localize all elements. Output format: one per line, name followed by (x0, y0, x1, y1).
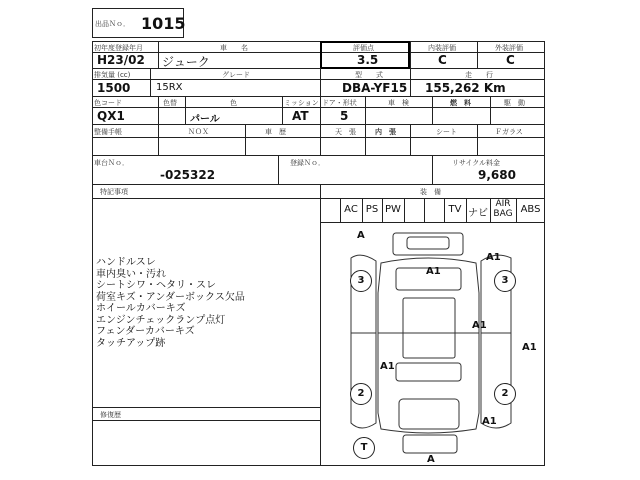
tire-rear-left: 2 (350, 383, 372, 405)
note-line: タッチアップ跡 (96, 337, 166, 349)
damage-mark-front: A (357, 230, 365, 241)
seat-label: シート (436, 128, 457, 136)
model-code: DBA-YF15 (342, 81, 408, 95)
color-code: QX1 (97, 109, 125, 123)
chassis-number: -025322 (160, 168, 216, 182)
equipment-abs: ABS (520, 204, 541, 215)
headliner-label: 天 張 (335, 128, 356, 136)
tire-front-left: 3 (350, 270, 372, 292)
car-name-label: 車 名 (220, 44, 248, 52)
inspection-label: 車 検 (388, 99, 409, 107)
chassis-number-label: 車台Ｎｏ． (94, 159, 129, 167)
lot-number-label: 出品Ｎｏ． (95, 20, 130, 28)
note-line: ハンドルスレ (96, 257, 156, 268)
damage-mark-left-rear: A1 (380, 361, 395, 372)
car-name: ジューク (162, 55, 210, 69)
color-label: 色 (230, 99, 237, 107)
damage-mark-front-right-fender: A1 (486, 252, 501, 263)
mission-label: ミッション (284, 99, 319, 107)
equipment-ac: AC (344, 204, 358, 215)
recycle-fee: 9,680 (478, 168, 516, 182)
maintenance-book-label: 整備手帳 (94, 128, 122, 136)
color: パール (190, 114, 220, 125)
interior-trim-label: 内 張 (375, 128, 396, 136)
model-code-label: 型 式 (355, 71, 383, 79)
tire-front-right: 3 (494, 270, 516, 292)
mission: AT (292, 109, 309, 123)
color-code-label: 色コード (94, 99, 122, 107)
interior-rating: C (438, 53, 447, 67)
mileage-label: 走 行 (465, 71, 493, 79)
nox-label: ＮＯＸ (188, 128, 209, 136)
score: 3.5 (357, 53, 379, 67)
equipment-tv: TV (448, 204, 462, 215)
notes-list (96, 257, 316, 349)
first-registration: H23/02 (97, 53, 145, 67)
fuel-label: 燃 料 (450, 99, 471, 107)
notes-label: 特記事項 (100, 188, 128, 196)
exterior-rating-label: 外装評価 (495, 44, 523, 52)
lot-number-box (92, 8, 184, 38)
damage-mark-rear: A (427, 454, 435, 465)
vehicle-history-label: 車 歴 (265, 128, 286, 136)
mileage: 155,262 Km (425, 81, 506, 95)
lot-number: 1015 (141, 14, 186, 33)
doors: 5 (340, 109, 349, 123)
interior-rating-label: 内装評価 (428, 44, 456, 52)
grade: 15RX (156, 82, 183, 93)
damage-mark-hood: A1 (426, 266, 441, 277)
repair-history-label: 修復歴 (100, 411, 121, 419)
color-change-label: 色替 (163, 99, 177, 107)
note-line: ホイールカバーキズ (96, 303, 186, 314)
registration-number-label: 登録Ｎｏ． (290, 159, 325, 167)
displacement-label: 排気量 (cc) (94, 71, 131, 79)
note-line: フェンダーカバーキズ (96, 326, 195, 337)
grade-label: グレード (222, 71, 250, 79)
equipment-navi: ナビ (468, 208, 488, 219)
equipment-pw: PW (385, 204, 401, 215)
tire-rear-right: 2 (494, 383, 516, 405)
displacement: 1500 (97, 81, 131, 95)
first-registration-label: 初年度登録年月 (94, 44, 143, 52)
equipment-label: 装 備 (420, 188, 441, 196)
note-line: シートシワ・ヘタリ・スレ (96, 280, 216, 291)
car-damage-diagram (321, 223, 544, 465)
note-line: エンジンチェックランプ点灯 (96, 314, 226, 326)
equipment-ps: PS (365, 204, 379, 215)
doors-label: ドア・形状 (322, 99, 357, 107)
tire-spare: T (353, 437, 375, 459)
exterior-rating: C (506, 53, 515, 67)
note-line: 車内臭い・汚れ (96, 268, 166, 280)
drive-label: 駆 動 (504, 99, 525, 107)
equipment-airbag: AIR BAG (493, 199, 513, 219)
note-line: 荷室キズ・アンダーボックス欠品 (96, 291, 245, 303)
damage-mark-right-side: A1 (522, 342, 537, 353)
damage-mark-rear-right: A1 (482, 416, 497, 427)
front-glass-label: Ｆガラス (495, 128, 523, 136)
damage-mark-right-door: A1 (472, 320, 487, 331)
recycle-fee-label: リサイクル料金 (452, 159, 501, 167)
score-label: 評価点 (353, 44, 374, 52)
